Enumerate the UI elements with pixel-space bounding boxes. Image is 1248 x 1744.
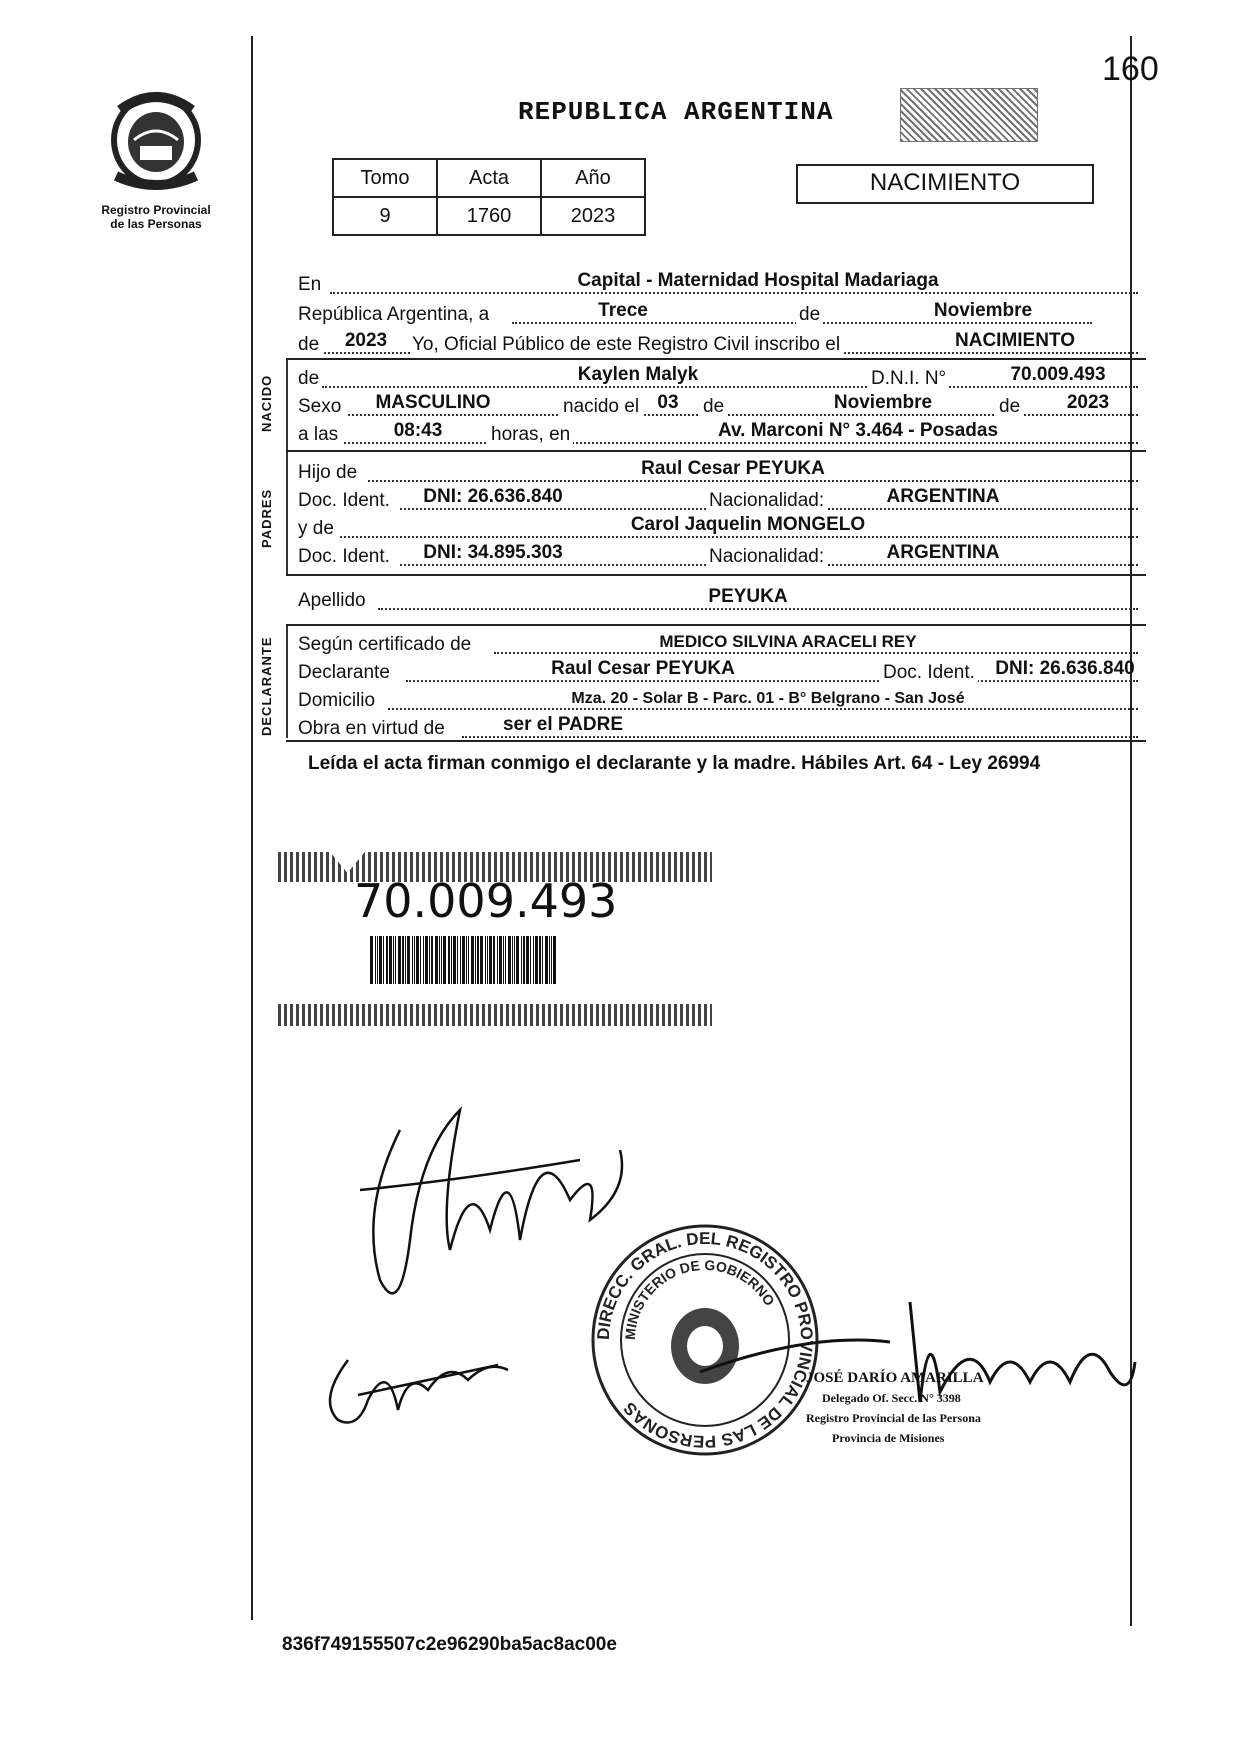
row-mother-doc (298, 540, 1138, 570)
dotted-line (368, 480, 1138, 482)
barcode-bar (431, 936, 433, 984)
sexo-value: MASCULINO (375, 392, 491, 413)
section-divider (286, 358, 1146, 360)
de-label: de (996, 396, 1023, 418)
father-name-value: Raul Cesar PEYUKA (641, 458, 825, 479)
dotted-line (494, 652, 1138, 654)
barcode-bar (530, 936, 531, 984)
father-nationality-value: ARGENTINA (886, 486, 1000, 507)
barcode-bar (497, 936, 498, 984)
barcode-bar (460, 936, 461, 984)
a-las-label: a las (298, 424, 339, 445)
child-dni-value: 70.009.493 (1010, 364, 1106, 385)
birth-address-value: Av. Marconi N° 3.464 - Posadas (717, 420, 999, 441)
barcode-bar (542, 936, 543, 984)
y-de-label: y de (298, 518, 334, 539)
nacionalidad-label: Nacionalidad: (706, 546, 827, 568)
doc-ident-label: Doc. Ident. (298, 546, 390, 567)
barcode-bar (443, 936, 446, 984)
barcode-bar (487, 936, 488, 984)
barcode-bar (375, 936, 376, 984)
security-pattern (900, 88, 1038, 142)
section-divider (286, 574, 1146, 576)
barcode-bar (551, 936, 552, 984)
dotted-line (330, 292, 1138, 294)
barcode-bar (453, 936, 456, 984)
barcode-bar (499, 936, 502, 984)
time-value: 08:43 (393, 420, 443, 441)
barcode-bar (407, 936, 410, 984)
closing-note: Leída el acta firman conmigo el declarante y la madre. Hábiles Art. 64 - Ley 26994 (308, 753, 1041, 774)
mother-signature (318, 1340, 518, 1440)
barcode (370, 936, 560, 984)
barcode-number: 70.009.493 (354, 874, 618, 928)
day-words-value: Trece (598, 300, 648, 321)
barcode-bar (505, 936, 506, 984)
certificado-label: Según certificado de (298, 634, 472, 655)
barcode-bar (535, 936, 538, 984)
barcode-bar (485, 936, 486, 984)
domicilio-label: Domicilio (298, 690, 376, 711)
declarante-value: Raul Cesar PEYUKA (551, 658, 735, 679)
barcode-bar (489, 936, 492, 984)
barcode-bar (516, 936, 519, 984)
agency-caption (84, 203, 228, 231)
declarante-label: Declarante (298, 662, 390, 683)
mother-doc-value: DNI: 34.895.303 (423, 542, 563, 563)
barcode-bar (553, 936, 556, 984)
barcode-bar (512, 936, 513, 984)
declarante-doc-value: DNI: 26.636.840 (995, 658, 1135, 679)
barcode-bar (549, 936, 550, 984)
barcode-bar (389, 936, 392, 984)
birth-month-value: Noviembre (833, 392, 933, 413)
barcode-bar (435, 936, 438, 984)
dotted-line (388, 708, 1138, 710)
barcode-bar (466, 936, 467, 984)
official-block (806, 1368, 1046, 1448)
barcode-bar (386, 936, 388, 984)
mother-nationality-value: ARGENTINA (886, 542, 1000, 563)
barcode-bar (370, 936, 373, 984)
ref-value-anio: 2023 (541, 197, 645, 235)
agency-line-2: de las Personas (110, 217, 202, 231)
barcode-bar (425, 936, 428, 984)
page-number: 160 (1102, 50, 1159, 88)
de-label: de (298, 334, 320, 355)
barcode-bar (377, 936, 378, 984)
birth-day-value: 03 (657, 392, 679, 413)
de-label: de (796, 304, 823, 326)
ref-value-acta: 1760 (437, 197, 541, 235)
barcode-bar (545, 936, 548, 984)
statement-text: Yo, Oficial Público de este Registro Civil inscribo el (412, 334, 841, 355)
row-obra (298, 712, 1138, 742)
row-father-doc (298, 484, 1138, 514)
hijo-de-label: Hijo de (298, 462, 358, 483)
reference-table (332, 158, 646, 236)
record-type-box: NACIMIENTO (796, 164, 1094, 204)
seal-inner-text: MINISTERIO DE GOBIERNO (621, 1256, 778, 1341)
row-declarante (298, 656, 1138, 686)
section-label-nacido: NACIDO (259, 374, 274, 432)
section-bracket (286, 360, 288, 450)
dotted-line (340, 536, 1138, 538)
obra-label: Obra en virtud de (298, 718, 445, 739)
barcode-bar (379, 936, 382, 984)
de-label: de (700, 396, 727, 418)
barcode-bar (393, 936, 394, 984)
doc-ident-label: Doc. Ident. (880, 662, 978, 684)
section-bracket (286, 452, 288, 574)
certificado-value: MEDICO SILVINA ARACELI REY (659, 632, 917, 651)
domicilio-value: Mza. 20 - Solar B - Parc. 01 - B° Belgrano - San José (571, 690, 965, 707)
ref-value-tomo: 9 (333, 197, 437, 235)
row-name (298, 362, 1138, 392)
barcode-bar (471, 936, 474, 984)
barcode-bar (414, 936, 415, 984)
official-line-1: Delegado Of. Secc. N° 3398 (822, 1391, 961, 1405)
row-place (298, 268, 1138, 298)
section-bracket (286, 626, 288, 738)
country-title: REPUBLICA ARGENTINA (518, 97, 834, 127)
row-mother (298, 512, 1138, 542)
nacido-el-label: nacido el (560, 396, 642, 418)
barcode-pattern-bottom (278, 1004, 712, 1026)
barcode-bar (468, 936, 469, 984)
barcode-bar (398, 936, 401, 984)
section-divider (286, 624, 1146, 626)
barcode-bar (539, 936, 541, 984)
nacionalidad-label: Nacionalidad: (706, 490, 827, 512)
barcode-bar (441, 936, 442, 984)
row-time-place (298, 418, 1138, 448)
barcode-bar (416, 936, 419, 984)
barcode-bar (514, 936, 515, 984)
row-apellido (298, 584, 1138, 614)
barcode-bar (412, 936, 413, 984)
dotted-line (462, 736, 1138, 738)
row-statement (298, 328, 1138, 358)
section-label-declarante: DECLARANTE (259, 636, 274, 736)
barcode-bar (480, 936, 483, 984)
obra-value: ser el PADRE (502, 714, 624, 735)
row-birth (298, 390, 1138, 420)
dotted-line (344, 442, 1138, 444)
ref-header-anio: Año (541, 159, 645, 197)
barcode-bar (521, 936, 522, 984)
seal-outer-text: DIRECC. GRAL. DEL REGISTRO PROVINCIAL DE LAS PERSONAS (593, 1228, 817, 1452)
barcode-bar (448, 936, 450, 984)
barcode-bar (477, 936, 479, 984)
agency-line-1: Registro Provincial (101, 203, 211, 217)
barcode-bar (439, 936, 440, 984)
dotted-line (378, 608, 1138, 610)
apellido-label: Apellido (298, 590, 366, 611)
row-domicilio (298, 684, 1138, 714)
child-name-value: Kaylen Malyk (577, 364, 699, 385)
dotted-line (322, 386, 1138, 388)
year-value: 2023 (344, 330, 388, 351)
document-hash: 836f749155507c2e96290ba5ac8ac00e (282, 1634, 617, 1655)
mother-name-value: Carol Jaquelin MONGELO (630, 514, 866, 535)
birth-year-value: 2023 (1066, 392, 1110, 413)
dni-label: D.N.I. N° (868, 368, 949, 390)
month-value: Noviembre (933, 300, 1033, 321)
section-label-padres: PADRES (259, 488, 274, 548)
place-value: Capital - Maternidad Hospital Madariaga (577, 270, 939, 291)
official-line-3: Provincia de Misiones (832, 1431, 945, 1445)
ref-header-acta: Acta (437, 159, 541, 197)
provincial-emblem (100, 88, 212, 196)
de-label: de (298, 368, 320, 389)
en-label: En (298, 274, 322, 295)
barcode-bar (533, 936, 534, 984)
barcode-bar (402, 936, 404, 984)
row-date (298, 298, 1138, 328)
act-type-value: NACIMIENTO (955, 330, 1075, 351)
row-father (298, 456, 1138, 486)
doc-ident-label: Doc. Ident. (298, 490, 390, 511)
official-line-2: Registro Provincial de las Persona (806, 1411, 981, 1425)
father-doc-value: DNI: 26.636.840 (423, 486, 563, 507)
republica-label: República Argentina, a (298, 304, 490, 325)
barcode-bar (451, 936, 452, 984)
ref-header-tomo: Tomo (333, 159, 437, 197)
barcode-bar (503, 936, 504, 984)
barcode-bar (383, 936, 384, 984)
barcode-bar (423, 936, 424, 984)
horas-label: horas, en (488, 424, 573, 446)
barcode-bar (526, 936, 529, 984)
barcode-bar (523, 936, 525, 984)
barcode-bar (508, 936, 511, 984)
sexo-label: Sexo (298, 396, 342, 417)
barcode-bar (475, 936, 476, 984)
apellido-value: PEYUKA (708, 586, 788, 607)
barcode-bar (429, 936, 430, 984)
barcode-bar (493, 936, 495, 984)
section-divider (286, 450, 1146, 452)
barcode-bar (405, 936, 406, 984)
official-name: JOSÉ DARÍO AMARILLA (806, 1370, 984, 1386)
left-margin-line (251, 36, 253, 1620)
section-divider (286, 740, 1146, 742)
barcode-bar (420, 936, 421, 984)
row-certificado (298, 628, 1138, 658)
barcode-bar (457, 936, 458, 984)
barcode-bar (395, 936, 396, 984)
dotted-line (406, 680, 1138, 682)
barcode-bar (462, 936, 465, 984)
